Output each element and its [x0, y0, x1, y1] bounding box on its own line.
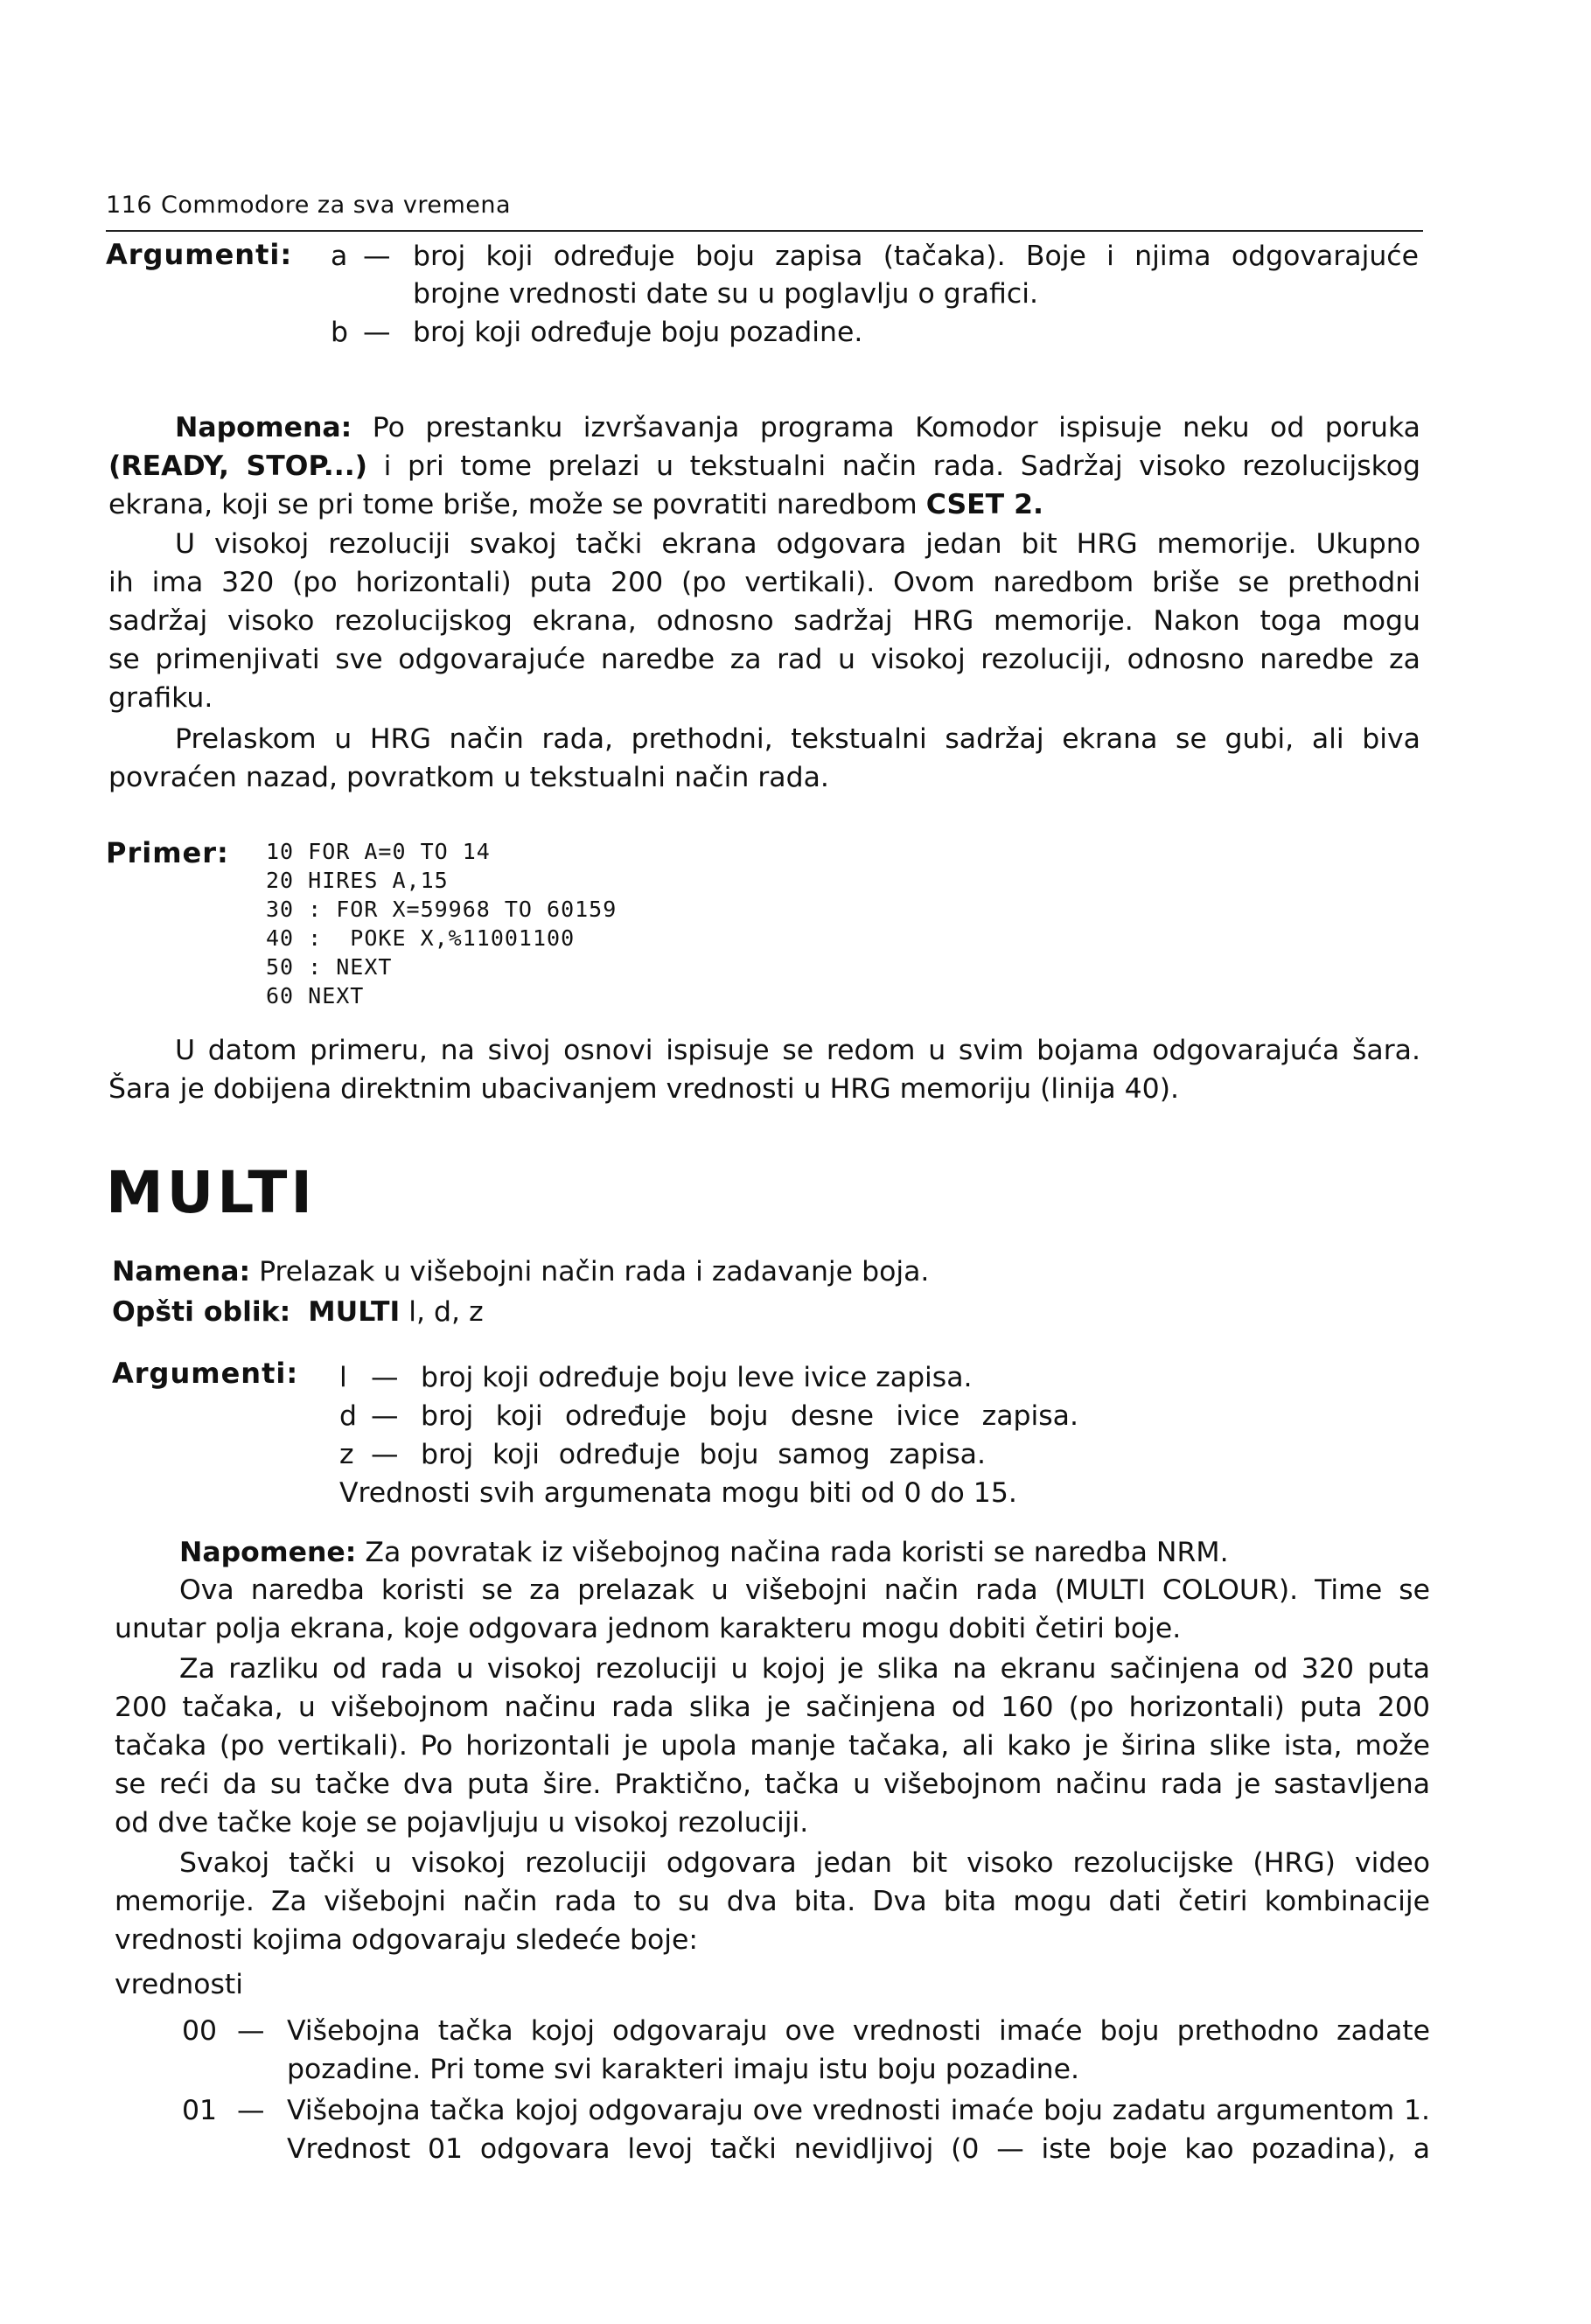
arg-z-text: broj koji određuje boju samog zapisa. [421, 1439, 986, 1470]
p1-line-1: Ova naredba koristi se za prelazak u višebojni način rada (MULTI COLOUR). Time se [179, 1574, 1430, 1606]
running-title: Commodore za sva vremena [161, 192, 512, 219]
para3-line-2: povraćen nazad, povratkom u tekstualni način rada. [108, 762, 829, 793]
purpose-label: Namena: [112, 1256, 251, 1288]
note-line-2: (READY, STOP...) i pri tome prelazi u tekstualni način rada. Sadržaj visoko rezolucijskog [108, 450, 1421, 482]
code-line-6: 60 NEXT [266, 983, 365, 1008]
value-01-line-1: Višebojna tačka kojoj odgovaraju ove vrednosti imaće boju zadatu argumentom 1. [287, 2095, 1430, 2126]
para2-line-2: ih ima 320 (po horizontali) puta 200 (po vertikali). Ovom naredbom briše se prethodni [108, 567, 1420, 598]
arg-a-dash: — [363, 241, 391, 272]
arg-d-dash: — [371, 1400, 399, 1432]
value-01-line-2: Vrednost 01 odgovara levoj tački nevidljivoj (0 — iste boje kao pozadina), a [287, 2133, 1430, 2165]
form-line: Opšti oblik: MULTI l, d, z [112, 1296, 484, 1328]
p3-line-1: Svakoj tački u visokoj rezoluciji odgovara jedan bit visoko rezolucijske (HRG) video [179, 1847, 1430, 1879]
note-command: CSET 2. [925, 489, 1043, 520]
section-heading: MULTI [106, 1159, 316, 1226]
page-number: 116 [106, 192, 153, 219]
arg-l-key: l [339, 1362, 347, 1393]
header-rule [106, 230, 1423, 232]
value-00-line-2: pozadine. Pri tome svi karakteri imaju istu boju pozadine. [287, 2054, 1079, 2085]
p1-line-2: unutar polja ekrana, koje odgovara jednom karakteru mogu dobiti četiri boje. [115, 1613, 1182, 1644]
p2-line-5: od dve tačke koje se pojavljuju u visokoj rezoluciji. [115, 1807, 809, 1839]
arguments-label: Argumenti: [106, 238, 293, 271]
value-00-code: 00 [182, 2015, 218, 2047]
value-01-dash: — [237, 2095, 265, 2126]
para4-line-2: Šara je dobijena direktnim ubacivanjem vrednosti u HRG memoriju (linija 40). [108, 1073, 1180, 1105]
value-00-dash: — [237, 2015, 265, 2047]
para4-line-1: U datom primeru, na sivoj osnovi ispisuje se redom u svim bojama odgovarajuća šara. [175, 1035, 1420, 1066]
code-line-1: 10 FOR A=0 TO 14 [266, 839, 491, 864]
multi-arguments-label: Argumenti: [112, 1357, 299, 1390]
arg-b-dash: — [363, 317, 391, 348]
value-00-line-1: Višebojna tačka kojoj odgovaraju ove vrednosti imaće boju prethodno zadate [287, 2015, 1430, 2047]
para2-line-5: grafiku. [108, 682, 213, 714]
values-label: vrednosti [115, 1969, 244, 2000]
p2-line-1: Za razliku od rada u visokoj rezoluciji u kojoj je slika na ekranu sačinjena od 320 puta [179, 1653, 1430, 1685]
code-line-2: 20 HIRES A,15 [266, 868, 449, 893]
note-keywords: (READY, STOP...) [108, 450, 368, 482]
args-range: Vrednosti svih argumenata mogu biti od 0 do 15. [339, 1477, 1017, 1509]
arg-l-dash: — [371, 1362, 399, 1393]
p2-line-4: se reći da su tačke dva puta šire. Praktično, tačka u višebojnom načinu rada je sastavljena [115, 1769, 1430, 1800]
arg-d-key: d [339, 1400, 357, 1432]
p3-line-3: vrednosti kojima odgovaraju sledeće boje: [115, 1924, 699, 1956]
para2-line-3: sadržaj visoko rezolucijskog ekrana, odnosno sadržaj HRG memorije. Nakon toga mogu [108, 605, 1420, 637]
p2-line-2: 200 tačaka, u višebojnom načinu rada slika je sačinjena od 160 (po horizontali) puta 200 [115, 1692, 1430, 1723]
arg-z-key: z [339, 1439, 354, 1470]
p2-line-3: tačaka (po vertikali). Po horizontali je upola manje tačaka, ali kako je širina slike ista, može [115, 1730, 1430, 1762]
p3-line-2: memorije. Za višebojni način rada to su dva bita. Dva bita mogu dati četiri kombinacije [115, 1886, 1430, 1917]
note-line-3: ekrana, koji se pri tome briše, može se povratiti naredbom CSET 2. [108, 489, 1043, 520]
purpose-line: Namena: Prelazak u višebojni način rada i zadavanje boja. [112, 1256, 930, 1288]
arg-b-key: b [331, 317, 348, 348]
para2-line-4: se primenjivati sve odgovarajuće naredbe za rad u visokoj rezoluciji, odnosno naredbe za [108, 644, 1420, 675]
notes-label: Napomene: [179, 1537, 357, 1568]
form-label: Opšti oblik: [112, 1296, 291, 1328]
arg-d-text: broj koji određuje boju desne ivice zapisa. [421, 1400, 1078, 1432]
para2-line-1: U visokoj rezoluciji svakoj tački ekrana odgovara jedan bit HRG memorije. Ukupno [175, 528, 1420, 560]
example-label: Primer: [106, 836, 229, 869]
arg-a-key: a [331, 241, 348, 272]
arg-a-text-1: broj koji određuje boju zapisa (tačaka). Boje i njima odgovarajuće [413, 241, 1419, 272]
arg-a-text-2: brojne vrednosti date su u poglavlju o grafici. [413, 278, 1038, 310]
code-line-4: 40 : POKE X,%11001100 [266, 925, 576, 951]
form-command: MULTI [308, 1296, 401, 1328]
notes-line: Napomene: Za povratak iz višebojnog načina rada koristi se naredba NRM. [179, 1537, 1229, 1568]
note-line-1: Napomena: Po prestanku izvršavanja programa Komodor ispisuje neku od poruka [175, 412, 1420, 443]
code-line-3: 30 : FOR X=59968 TO 60159 [266, 897, 618, 922]
para3-line-1: Prelaskom u HRG način rada, prethodni, tekstualni sadržaj ekrana se gubi, ali biva [175, 723, 1420, 755]
arg-b-text: broj koji određuje boju pozadine. [413, 317, 863, 348]
running-header [106, 192, 511, 219]
arg-l-text: broj koji određuje boju leve ivice zapisa. [421, 1362, 973, 1393]
value-01-code: 01 [182, 2095, 218, 2126]
code-line-5: 50 : NEXT [266, 954, 393, 980]
note-label: Napomena: [175, 412, 352, 443]
arg-z-dash: — [371, 1439, 399, 1470]
